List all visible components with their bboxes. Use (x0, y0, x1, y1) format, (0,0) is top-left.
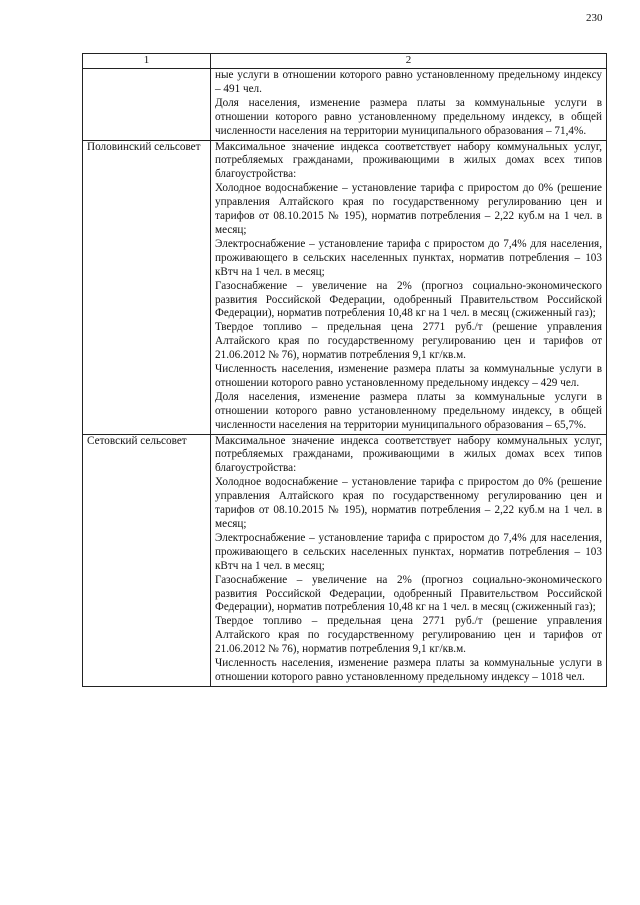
paragraph: Доля населения, изменение размера платы за коммунальные услуги в отношении которого равно установленному предельному индексу, в общей численности населения на территории муниципального образования – 65,7%. (215, 390, 602, 431)
region-cell: Сетовский сельсовет (83, 434, 211, 686)
paragraph: Холодное водоснабжение – установление тарифа с приростом до 0% (решение управления Алтайского края по государственному регулированию цен и тарифов от 08.10.2015 № 195), норматив потребления – 2,22 куб.м на 1 чел. в месяц; (215, 476, 602, 530)
paragraph: Максимальное значение индекса соответствует набору коммунальных услуг, потребляемых гражданами, проживающими в жилых домах всех типов благоустройства: (215, 140, 602, 181)
paragraph: Холодное водоснабжение – установление тарифа с приростом до 0% (решение управления Алтайского края по государственному регулированию цен и тарифов от 08.10.2015 № 195), норматив потребления – 2,22 куб.м на 1 чел. в месяц; (215, 182, 602, 236)
paragraph: Численность населения, изменение размера платы за коммунальные услуги в отношении которого равно установленному предельному индексу – 1018 чел. (215, 657, 602, 683)
table-row (83, 140, 607, 434)
paragraph: Газоснабжение – увеличение на 2% (прогноз социально-экономического развития Российской Федерации, одобренный Правительством Российской Федерации), норматив потребления 10,48 кг на 1 чел. в месяц (сжиженный газ); (215, 279, 602, 320)
column-header-2: 2 (211, 54, 607, 69)
description-cell (211, 69, 607, 141)
paragraph: Электроснабжение – установление тарифа с приростом до 7,4% для населения, проживающего в сельских населенных пунктах, норматив потребления – 103 кВтч на 1 чел. в месяц; (215, 531, 602, 572)
paragraph: ные услуги в отношении которого равно установленному предельному индексу – 491 чел. (215, 69, 602, 95)
page-number: 230 (586, 12, 603, 24)
tariff-table (82, 53, 607, 687)
region-cell (83, 69, 211, 141)
paragraph: Численность населения, изменение размера платы за коммунальные услуги в отношении которого равно установленному предельному индексу – 429 чел. (215, 363, 602, 389)
table-row (83, 434, 607, 686)
description-cell (211, 434, 607, 686)
description-cell (211, 140, 607, 434)
paragraph: Электроснабжение – установление тарифа с приростом до 7,4% для населения, проживающего в сельских населенных пунктах, норматив потребления – 103 кВтч на 1 чел. в месяц; (215, 237, 602, 278)
table-header-row (83, 54, 607, 69)
paragraph: Твердое топливо – предельная цена 2771 руб./т (решение управления Алтайского края по государственному регулированию цен и тарифов от 21.06.2012 № 76), норматив потребления 9,1 кг/кв.м. (215, 321, 602, 362)
region-cell: Половинский сельсовет (83, 140, 211, 434)
paragraph: Доля населения, изменение размера платы за коммунальные услуги в отношении которого равно установленному предельному индексу, в общей численности населения на территории муниципального образования – 71,4%. (215, 96, 602, 137)
paragraph: Газоснабжение – увеличение на 2% (прогноз социально-экономического развития Российской Федерации, одобренный Правительством Российской Федерации), норматив потребления 10,48 кг на 1 чел. в месяц (сжиженный газ); (215, 573, 602, 614)
table-row (83, 69, 607, 141)
column-header-1: 1 (83, 54, 211, 69)
paragraph: Твердое топливо – предельная цена 2771 руб./т (решение управления Алтайского края по государственному регулированию цен и тарифов от 21.06.2012 № 76), норматив потребления 9,1 кг/кв.м. (215, 615, 602, 656)
paragraph: Максимальное значение индекса соответствует набору коммунальных услуг, потребляемых гражданами, проживающими в жилых домах всех типов благоустройства: (215, 434, 602, 475)
